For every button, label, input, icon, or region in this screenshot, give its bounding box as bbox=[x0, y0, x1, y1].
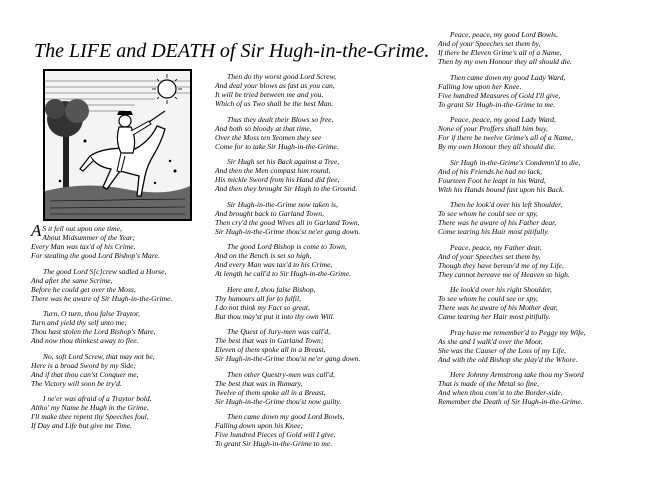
verse-line: For stealing the good Lord Bishop's Mare. bbox=[31, 251, 160, 260]
stanza bbox=[438, 115, 646, 151]
verse-line: Peace, peace, my good Lady Ward, bbox=[450, 115, 556, 124]
stanza bbox=[31, 394, 206, 430]
verse-line: I'll make thee repent thy Speeches foul, bbox=[31, 412, 149, 421]
verse-line: Here am I, thou false Bishop, bbox=[227, 284, 316, 294]
stanza bbox=[438, 73, 646, 109]
drop-cap: A bbox=[31, 221, 42, 240]
verse-column-1 bbox=[31, 221, 206, 437]
verse-line: If there be Eleven Grime's all of a Name, bbox=[438, 48, 562, 57]
stanza bbox=[438, 328, 646, 364]
stanza bbox=[31, 267, 206, 303]
verse-line: I ne'er was afraid of a Traytor bold, bbox=[43, 394, 152, 403]
verse-line: No, soft Lord Screw, that may not be, bbox=[43, 351, 155, 361]
verse-line: Sir Hugh in-the-Grime's Condemn'd to die, bbox=[450, 157, 581, 167]
stanza bbox=[215, 327, 415, 363]
verse-line: Then do thy worst good Lord Screw, bbox=[227, 72, 336, 81]
verse-line: To grant Sir Hugh-in-the-Grime to me. bbox=[438, 99, 556, 109]
verse-line: Altho' my Name be Hugh in the Grime, bbox=[31, 403, 149, 412]
verse-line: There was he aware of his Mother dear, bbox=[438, 303, 558, 312]
verse-line: Turn and yield thy self unto me; bbox=[31, 318, 128, 327]
verse-line: That is made of the Metal so fine, bbox=[438, 379, 540, 388]
verse-line: At length he call'd to Sir Hugh-in-the-Grime. bbox=[215, 269, 351, 278]
stanza bbox=[438, 243, 646, 279]
verse-line: Sir Hugh set his Back against a Tree, bbox=[227, 157, 340, 166]
verse-line: Thy humours all for to fulfil, bbox=[215, 293, 301, 303]
verse-line: Thus they dealt their Blows so free, bbox=[227, 114, 334, 124]
verse-line: And with the old Bishop she play'd the Whore. bbox=[438, 354, 578, 364]
verse-column-3 bbox=[438, 30, 646, 413]
verse-line: Peace, peace, my Father dear, bbox=[450, 242, 542, 252]
verse-line: He look'd over his right Shoulder, bbox=[450, 285, 552, 294]
verse-line: His mickle Sword from his Hand did flee, bbox=[215, 175, 340, 184]
verse-line: Eleven of them spoke all in a Breast, bbox=[215, 345, 326, 354]
verse-column-2 bbox=[215, 72, 415, 455]
verse-line: And when thou com'st to the Border-side, bbox=[438, 388, 563, 397]
verse-line: It will be tried between me and you, bbox=[215, 90, 324, 99]
stanza bbox=[31, 309, 206, 345]
verse-line: There was he aware of Sir Hugh-in-the-Grime. bbox=[31, 293, 173, 303]
stanza bbox=[438, 30, 646, 66]
verse-line: They cannot bereave me of Heaven so high. bbox=[438, 269, 570, 279]
stanza bbox=[215, 412, 415, 448]
verse-line: Sir Hugh-in-the-Grime now taken is, bbox=[227, 199, 338, 209]
verse-line: The Victory will soon be try'd. bbox=[31, 378, 122, 388]
verse-line: Thou hast stolen the Lord Bishop's Mare, bbox=[31, 327, 156, 336]
verse-line: Five hundred Measures of Gold I'll give, bbox=[438, 90, 561, 100]
verse-line: Which of us Two shall be the best Man. bbox=[215, 99, 334, 108]
verse-line: Falling low upon her Knee, bbox=[438, 81, 522, 91]
verse-line: I do not think my Fact so great, bbox=[215, 302, 310, 312]
verse-line: Then came down my good Lady Ward, bbox=[450, 72, 566, 82]
page-title: The LIFE and DEATH of Sir Hugh-in-the-Grime. bbox=[34, 40, 430, 62]
verse-line: Sir Hugh-in-the-Grime thou'st now guilty. bbox=[215, 396, 342, 406]
verse-line: Came tearing her Hair most pitifully. bbox=[438, 312, 551, 321]
verse-line: And both so bloody at that time, bbox=[215, 123, 312, 133]
verse-line: And of his Friends he had no lack, bbox=[438, 166, 542, 176]
verse-line: Then he look'd over his left Shoulder, bbox=[450, 200, 563, 209]
verse-line: And then they brought Sir Hugh to the Ground. bbox=[215, 184, 358, 193]
stanza bbox=[215, 72, 415, 108]
verse-line: By my own Honour they all should die. bbox=[438, 142, 556, 151]
verse-line: And of your Speeches set them by, bbox=[438, 251, 541, 261]
stanza bbox=[438, 370, 646, 406]
stanza bbox=[215, 242, 415, 278]
stanza bbox=[31, 221, 206, 260]
verse-line: Then came down my good Lord Bowls, bbox=[227, 412, 345, 421]
verse-line: To see whom he could see or spy, bbox=[438, 209, 538, 218]
verse-line: And on the Bench is set so high, bbox=[215, 251, 312, 260]
stanza bbox=[438, 285, 646, 321]
verse-line: Then by my own Honour they all should die. bbox=[438, 57, 572, 66]
verse-line: And of your Speeches set them by, bbox=[438, 39, 541, 48]
verse-line: And if that thou can'st Conquer me, bbox=[31, 369, 139, 379]
verse-line: With his Hands bound fast upon his Back. bbox=[438, 184, 565, 194]
verse-line: She was the Causer of the Loss of my Life, bbox=[438, 345, 566, 355]
verse-line: Over the Moss ten Yeomen they see bbox=[215, 132, 322, 142]
verse-line: Five hundred Pieces of Gold will I give, bbox=[215, 430, 336, 439]
verse-line: Every Man was tax'd of his Crime, bbox=[31, 242, 136, 251]
verse-line: Fourteen Foot he leapt in his Ward, bbox=[438, 175, 546, 185]
stanza bbox=[215, 200, 415, 236]
stanza bbox=[215, 115, 415, 151]
verse-line: And deal your blows as fast as you can, bbox=[215, 81, 335, 90]
verse-line: For if there be twelve Grime's all of a Name, bbox=[438, 133, 574, 142]
verse-line: There was he aware of his Father dear, bbox=[438, 218, 557, 227]
verse-line: Falling down upon his Knee; bbox=[215, 421, 304, 430]
verse-line: The good Lord Bishop is come to Town, bbox=[227, 242, 347, 251]
verse-line: None of your Proffers shall him buy, bbox=[438, 124, 548, 133]
stanza bbox=[31, 352, 206, 388]
stanza bbox=[438, 200, 646, 236]
verse-line: Sir Hugh-in-the-Grime thou'st ne'er gang down. bbox=[215, 354, 361, 363]
verse-line: The Quest of Jury-men was call'd, bbox=[227, 327, 331, 336]
stanza bbox=[215, 285, 415, 321]
verse-line: Here Johnny Armstrong take thou my Sword bbox=[450, 370, 584, 379]
verse-line: Pray have me remember'd to Peggy my Wife, bbox=[450, 327, 586, 337]
verse-line: The good Lord S[c]crew sadled a Horse, bbox=[43, 266, 167, 276]
verse-line: And every Man was tax'd to his Crime, bbox=[215, 260, 333, 269]
verse-line: Come for to take Sir Hugh-in-the-Grime. bbox=[215, 141, 339, 151]
verse-line: About Midsummer of the Year; bbox=[42, 233, 136, 242]
verse-line: Then cry'd the good Wives all in Garland Town, bbox=[215, 217, 360, 227]
stanza bbox=[438, 158, 646, 194]
verse-line: Remember the Death of Sir Hugh-in-the-Grime. bbox=[438, 397, 583, 406]
verse-line: And brought back to Garland Town, bbox=[215, 208, 324, 218]
verse-line: The best that was in Rumary, bbox=[215, 378, 303, 388]
verse-line: And after the same Scrime, bbox=[31, 275, 113, 285]
sun-icon bbox=[152, 74, 182, 104]
verse-line: Then other Questry-men was call'd, bbox=[227, 369, 335, 379]
verse-line: If Day and Life but give me Time. bbox=[31, 421, 133, 430]
verse-line: Sir Hugh-in-the-Grime thou'st ne'er gang down. bbox=[215, 226, 361, 236]
verse-line: Come tearing his Hair most pitifully. bbox=[438, 227, 550, 236]
verse-line: To see whom he could see or spy, bbox=[438, 294, 538, 303]
verse-line: And then the Men compast him round, bbox=[215, 166, 331, 175]
verse-line: Twelve of them spoke all in a Breast, bbox=[215, 387, 326, 397]
verse-line: Peace, peace, my good Lord Bowls, bbox=[450, 30, 558, 39]
verse-line: S it fell out upon one time, bbox=[42, 224, 122, 233]
verse-line: As she and I walk'd over the Moor, bbox=[438, 336, 543, 346]
verse-line: But thou may'st put it into thy own Will. bbox=[215, 311, 335, 321]
verse-line: Before he could get over the Moss, bbox=[31, 284, 136, 294]
stanza bbox=[215, 370, 415, 406]
stanza bbox=[215, 157, 415, 193]
verse-line: The best that was in Garland Town; bbox=[215, 336, 324, 345]
verse-line: Turn, O turn, thou false Traytor, bbox=[43, 309, 140, 318]
verse-line: Here is a broad Sword by my Side; bbox=[31, 360, 137, 370]
verse-line: To grant Sir Hugh-in-the-Grime to me. bbox=[215, 439, 333, 448]
verse-line: And now thou thinkest away to flee. bbox=[31, 336, 139, 345]
woodcut-illustration bbox=[43, 69, 192, 221]
verse-line: Though they have bereav'd me of my Life, bbox=[438, 260, 564, 270]
